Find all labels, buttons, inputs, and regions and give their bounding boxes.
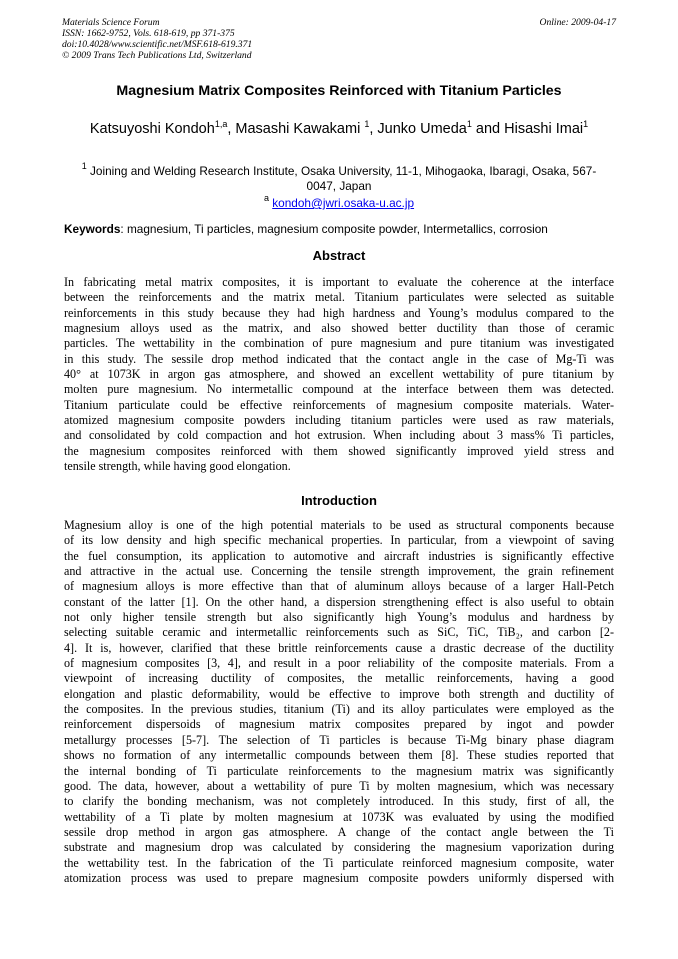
introduction-line: the fuel consumption, its application to automotive and aircraft industries is significantly effective bbox=[64, 548, 614, 563]
introduction-line: reinforcement dispersoids of magnesium matrix composites prepared by ingot and powder bbox=[64, 717, 614, 732]
online-date: Online: 2009-04-17 bbox=[539, 17, 616, 28]
author-separator: and bbox=[471, 121, 505, 137]
introduction-line: sessile drop method in argon gas atmosphere. A change of the contact angle between the Ti bbox=[64, 824, 614, 839]
author-name: Katsuyoshi Kondoh bbox=[89, 121, 215, 137]
keywords bbox=[64, 222, 624, 236]
author-separator: , bbox=[369, 121, 378, 137]
author-separator: , bbox=[227, 121, 236, 137]
abstract-body bbox=[64, 275, 614, 474]
paper-title: Magnesium Matrix Composites Reinforced with Titanium Particles bbox=[116, 83, 562, 99]
affiliation-line: 0047, Japan bbox=[306, 179, 372, 193]
author-name: Junko Umeda bbox=[377, 121, 467, 137]
introduction-line: selecting suitable ceramic and intermetallic reinforcements such as SiC, TiC, TiB₂, and carbon [2- bbox=[64, 625, 614, 640]
introduction-line: the composites. In the previous studies, titanium (Ti) and its alloy particulates were employed as the bbox=[64, 702, 614, 717]
abstract-line: between the reinforcements and the matrix metal. Titanium particulates were selected as suitable bbox=[64, 290, 614, 305]
introduction-line: elongation and plastic deformability, would be effective to improve both strength and ductility of bbox=[64, 686, 614, 701]
abstract-line: in this study. The sessile drop method indicated that the contact angle in the case of Mg-Ti was bbox=[64, 351, 614, 366]
abstract-line: particles. The wettability in the combination of pure magnesium and pure titanium was investigated bbox=[64, 336, 614, 351]
introduction-line: 4]. It is, however, clarified that these brittle reinforcements cause a drastic decrease of the ductility bbox=[64, 640, 614, 655]
introduction-line: of its low density and high specific mechanical properties. In particular, from a viewpoint of saving bbox=[64, 533, 614, 548]
introduction-line: the internal bonding of Ti particulate reinforcements to the magnesium matrix was significantly bbox=[64, 763, 614, 778]
abstract-line: molten pure magnesium. No intermetallic compound at the interface between them was detected. bbox=[64, 382, 614, 397]
author-name: Hisashi Imai bbox=[504, 121, 584, 137]
author-list bbox=[0, 121, 678, 137]
introduction-line: wettability of a Ti plate by molten magnesium at 1073K was evaluated by using the modified bbox=[64, 809, 614, 824]
author-affiliation-mark: 1 bbox=[364, 119, 370, 129]
introduction-line: atomization process was used to prepare magnesium composite powders uniformly dispersed with bbox=[64, 870, 614, 885]
copyright-line: © 2009 Trans Tech Publications Ltd, Switzerland bbox=[62, 50, 252, 61]
introduction-line: substrate and magnesium drop was calculated by considering the magnesium vaporization during bbox=[64, 840, 614, 855]
journal-header bbox=[62, 17, 252, 61]
journal-name: Materials Science Forum bbox=[62, 17, 160, 28]
introduction-line: the wettability test. In the fabrication of the Ti particulate reinforced magnesium composite, water bbox=[64, 855, 614, 870]
abstract-line: reinforcements in this study because they had high hardness and Young’s modulus compared to the bbox=[64, 305, 614, 320]
author-affiliation-mark: 1 bbox=[583, 119, 589, 129]
email-link[interactable]: kondoh@jwri.osaka-u.ac.jp bbox=[272, 196, 415, 210]
affiliation-mark: 1 bbox=[81, 161, 87, 171]
introduction-line: viewpoint of increasing ductility of composites, the metallic reinforcements, having a good bbox=[64, 671, 614, 686]
introduction-line: to clarify the bonding mechanism, was not completely introduced. In this study, first of all, the bbox=[64, 794, 614, 809]
keywords-text: : magnesium, Ti particles, magnesium composite powder, Intermetallics, corrosion bbox=[120, 222, 548, 236]
issn-line: ISSN: 1662-9752, Vols. 618-619, pp 371-375 bbox=[62, 28, 235, 39]
abstract-line: In fabricating metal matrix composites, it is important to evaluate the coherence at the interface bbox=[64, 275, 614, 289]
introduction-line: Magnesium alloy is one of the high potential materials to be used as structural components because bbox=[64, 518, 614, 532]
abstract-line: atomized magnesium composite powders including titanium particles were used as raw materials, bbox=[64, 413, 614, 428]
introduction-line: good. The data, however, about a wettability of pure Ti by molten magnesium, which was necessary bbox=[64, 778, 614, 793]
author-name: Masashi Kawakami bbox=[235, 121, 365, 137]
introduction-line: not only higher tensile strength but also significantly high Young’s modulus and hardness by bbox=[64, 610, 614, 625]
introduction-line: constant of the latter [1]. On the other hand, a dispersion strengthening effect is also useful to obtain bbox=[64, 594, 614, 609]
affiliation bbox=[64, 161, 614, 194]
email-mark: a bbox=[263, 193, 269, 203]
abstract-line: 40° at 1073K in argon gas atmosphere, and showed an excellent wettability of pure titanium by bbox=[64, 367, 614, 382]
affiliation-line: Joining and Welding Research Institute, Osaka University, 11-1, Mihogaoka, Ibaragi, Osaka, 567- bbox=[86, 164, 597, 178]
email-line bbox=[0, 193, 678, 210]
introduction-line: of magnesium composites [3, 4], and result in a poor reliability of the composite materials. From a bbox=[64, 656, 614, 671]
introduction-line: of magnesium alloys is more effective than that of aluminum alloys because of a larger Hall-Petch bbox=[64, 579, 614, 594]
introduction-line: shows no formation of any intermetallic compounds between them [8]. These studies reported that bbox=[64, 748, 614, 763]
doi-line: doi:10.4028/www.scientific.net/MSF.618-619.371 bbox=[62, 39, 253, 50]
abstract-line: and consolidated by cold compaction and hot extrusion. When including about 3 mass% Ti particles, bbox=[64, 428, 614, 443]
introduction-body bbox=[64, 518, 614, 886]
abstract-line: Titanium particulate could be effective reinforcements of magnesium composite materials. Water- bbox=[64, 397, 614, 412]
abstract-line: magnesium alloys used as the matrix, and also showed better ductility than those of ceramic bbox=[64, 321, 614, 336]
introduction-line: metallurgy processes [5-7]. The selection of Ti particles is because Ti-Mg binary phase diagram bbox=[64, 732, 614, 747]
introduction-line: and attractive in the actual use. Concerning the tensile strength improvement, the grain refinement bbox=[64, 564, 614, 579]
author-affiliation-mark: 1 bbox=[466, 119, 472, 129]
abstract-heading: Abstract bbox=[312, 248, 366, 263]
abstract-line: tensile strength, while having good elongation. bbox=[64, 459, 291, 474]
keywords-label: Keywords bbox=[64, 222, 121, 236]
introduction-heading: Introduction bbox=[301, 493, 377, 508]
abstract-line: the magnesium composites reinforced with them showed significantly improved yield stress and bbox=[64, 443, 614, 458]
author-affiliation-mark: 1,a bbox=[214, 119, 228, 129]
